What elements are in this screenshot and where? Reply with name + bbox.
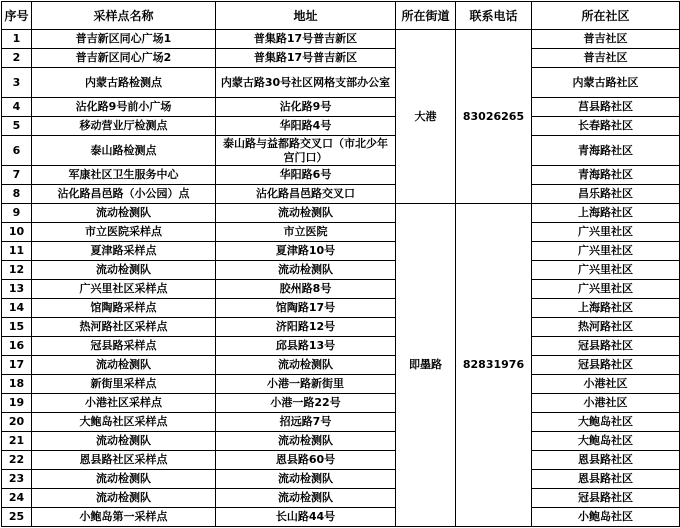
- cell-name: 普吉新区同心广场1: [32, 30, 216, 49]
- cell-community: 小港社区: [532, 394, 680, 413]
- cell-community: 冠县路社区: [532, 337, 680, 356]
- cell-index: 1: [2, 30, 32, 49]
- cell-name: 流动检测队: [32, 489, 216, 508]
- cell-name: 热河路社区采样点: [32, 318, 216, 337]
- table-row: [2, 356, 680, 375]
- cell-index: 10: [2, 223, 32, 242]
- cell-community: 恩县路社区: [532, 451, 680, 470]
- cell-name: 流动检测队: [32, 204, 216, 223]
- cell-address: 小港一路22号: [216, 394, 396, 413]
- table-row: [2, 166, 680, 185]
- cell-community: 冠县路社区: [532, 489, 680, 508]
- cell-community: 青海路社区: [532, 136, 680, 166]
- cell-index: 6: [2, 136, 32, 166]
- cell-address: 华阳路6号: [216, 166, 396, 185]
- cell-address: 流动检测队: [216, 261, 396, 280]
- cell-index: 3: [2, 68, 32, 98]
- cell-address: 邱县路13号: [216, 337, 396, 356]
- cell-index: 20: [2, 413, 32, 432]
- cell-community: 广兴里社区: [532, 280, 680, 299]
- cell-community: 昌乐路社区: [532, 185, 680, 204]
- cell-name: 市立医院采样点: [32, 223, 216, 242]
- cell-name: 流动检测队: [32, 470, 216, 489]
- cell-name: 泰山路检测点: [32, 136, 216, 166]
- cell-name: 冠县路采样点: [32, 337, 216, 356]
- table-row: [2, 68, 680, 98]
- cell-community: 大鲍岛社区: [532, 413, 680, 432]
- cell-index: 21: [2, 432, 32, 451]
- cell-address: 胶州路8号: [216, 280, 396, 299]
- cell-name: 流动检测队: [32, 432, 216, 451]
- column-header-street: 所在街道: [396, 2, 456, 30]
- cell-community: 长春路社区: [532, 117, 680, 136]
- table-row: [2, 280, 680, 299]
- cell-address: 市立医院: [216, 223, 396, 242]
- cell-index: 11: [2, 242, 32, 261]
- table-row: [2, 318, 680, 337]
- cell-community: 广兴里社区: [532, 223, 680, 242]
- cell-name: 普吉新区同心广场2: [32, 49, 216, 68]
- table-row: [2, 375, 680, 394]
- cell-index: 15: [2, 318, 32, 337]
- cell-index: 16: [2, 337, 32, 356]
- cell-name: 流动检测队: [32, 261, 216, 280]
- cell-community: 冠县路社区: [532, 356, 680, 375]
- cell-name: 夏津路采样点: [32, 242, 216, 261]
- cell-name: 馆陶路采样点: [32, 299, 216, 318]
- table-row: [2, 394, 680, 413]
- table-row: [2, 117, 680, 136]
- cell-address: 普集路17号普吉新区: [216, 49, 396, 68]
- cell-community: 莒县路社区: [532, 98, 680, 117]
- cell-community: 上海路社区: [532, 204, 680, 223]
- cell-name: 恩县路社区采样点: [32, 451, 216, 470]
- cell-address: 济阳路12号: [216, 318, 396, 337]
- cell-address: 沾化路昌邑路交叉口: [216, 185, 396, 204]
- cell-community: 青海路社区: [532, 166, 680, 185]
- cell-community: 普吉社区: [532, 49, 680, 68]
- column-header-phone: 联系电话: [456, 2, 532, 30]
- cell-index: 2: [2, 49, 32, 68]
- table-row: [2, 337, 680, 356]
- table-row: [2, 223, 680, 242]
- table-row: [2, 470, 680, 489]
- cell-index: 17: [2, 356, 32, 375]
- cell-address: 夏津路10号: [216, 242, 396, 261]
- cell-name: 军康社区卫生服务中心: [32, 166, 216, 185]
- cell-address: 长山路44号: [216, 508, 396, 527]
- cell-address: 流动检测队: [216, 356, 396, 375]
- cell-name: 沾化路9号前小广场: [32, 98, 216, 117]
- cell-index: 9: [2, 204, 32, 223]
- cell-address: 流动检测队: [216, 470, 396, 489]
- table-row: [2, 413, 680, 432]
- cell-address: 恩县路60号: [216, 451, 396, 470]
- table-row: [2, 98, 680, 117]
- cell-address: 小港一路新街里: [216, 375, 396, 394]
- cell-index: 5: [2, 117, 32, 136]
- cell-index: 18: [2, 375, 32, 394]
- cell-index: 22: [2, 451, 32, 470]
- cell-address: 普集路17号普吉新区: [216, 30, 396, 49]
- table-row: [2, 204, 680, 223]
- cell-community: 内蒙古路社区: [532, 68, 680, 98]
- cell-name: 沾化路昌邑路（小公园）点: [32, 185, 216, 204]
- table-row: [2, 451, 680, 470]
- cell-index: 12: [2, 261, 32, 280]
- cell-index: 19: [2, 394, 32, 413]
- cell-community: 大鲍岛社区: [532, 432, 680, 451]
- table-row: [2, 242, 680, 261]
- sampling-points-table: [1, 1, 680, 527]
- table-row: [2, 30, 680, 49]
- cell-address: 华阳路4号: [216, 117, 396, 136]
- cell-index: 14: [2, 299, 32, 318]
- cell-address: 流动检测队: [216, 204, 396, 223]
- cell-name: 移动营业厅检测点: [32, 117, 216, 136]
- table-row: [2, 49, 680, 68]
- table-row: [2, 136, 680, 166]
- cell-phone: 82831976: [456, 204, 532, 527]
- cell-index: 4: [2, 98, 32, 117]
- cell-address: 沾化路9号: [216, 98, 396, 117]
- cell-name: 大鲍岛社区采样点: [32, 413, 216, 432]
- cell-address: 流动检测队: [216, 489, 396, 508]
- cell-name: 广兴里社区采样点: [32, 280, 216, 299]
- cell-community: 普吉社区: [532, 30, 680, 49]
- cell-community: 热河路社区: [532, 318, 680, 337]
- table-row: [2, 489, 680, 508]
- cell-community: 恩县路社区: [532, 470, 680, 489]
- cell-address: 内蒙古路30号社区网格支部办公室: [216, 68, 396, 98]
- cell-address: 招远路7号: [216, 413, 396, 432]
- cell-name: 小港社区采样点: [32, 394, 216, 413]
- column-header-address: 地址: [216, 2, 396, 30]
- cell-street: 大港: [396, 30, 456, 204]
- table-body: [2, 30, 680, 527]
- cell-name: 新街里采样点: [32, 375, 216, 394]
- cell-name: 小鲍岛第一采样点: [32, 508, 216, 527]
- cell-index: 25: [2, 508, 32, 527]
- cell-community: 广兴里社区: [532, 242, 680, 261]
- header-row: [2, 2, 680, 30]
- cell-community: 上海路社区: [532, 299, 680, 318]
- cell-index: 13: [2, 280, 32, 299]
- table-row: [2, 432, 680, 451]
- column-header-index: 序号: [2, 2, 32, 30]
- cell-index: 24: [2, 489, 32, 508]
- table-row: [2, 261, 680, 280]
- cell-phone: 83026265: [456, 30, 532, 204]
- cell-community: 小鲍岛社区: [532, 508, 680, 527]
- cell-index: 8: [2, 185, 32, 204]
- cell-community: 小港社区: [532, 375, 680, 394]
- cell-name: 内蒙古路检测点: [32, 68, 216, 98]
- cell-address: 泰山路与益都路交叉口（市北少年宫门口）: [216, 136, 396, 166]
- table-row: [2, 299, 680, 318]
- cell-street: 即墨路: [396, 204, 456, 527]
- column-header-name: 采样点名称: [32, 2, 216, 30]
- cell-address: 馆陶路17号: [216, 299, 396, 318]
- cell-name: 流动检测队: [32, 356, 216, 375]
- cell-address: 流动检测队: [216, 432, 396, 451]
- column-header-community: 所在社区: [532, 2, 680, 30]
- table-header: [2, 2, 680, 30]
- cell-community: 广兴里社区: [532, 261, 680, 280]
- table-row: [2, 508, 680, 527]
- cell-index: 23: [2, 470, 32, 489]
- table-row: [2, 185, 680, 204]
- cell-index: 7: [2, 166, 32, 185]
